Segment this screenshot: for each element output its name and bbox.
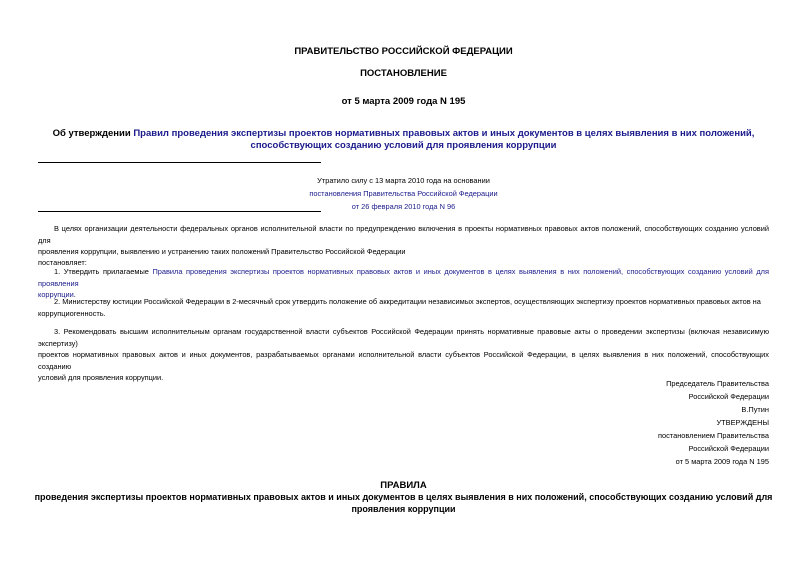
item-3-line: проектов нормативных правовых актов и иных документов, разрабатываемых органами исполнительной власти субъектов Российской Федерации, в целях выявления в них положений, способствующих созданию bbox=[38, 350, 769, 371]
repeal-decree-link[interactable]: постановления Правительства Российской Федерации bbox=[309, 189, 498, 198]
title-prefix: Об утверждении bbox=[52, 128, 134, 139]
rules-subtitle-line: проявления коррупции bbox=[351, 503, 456, 514]
status-note-line: Утратило силу с 13 марта 2010 года на основании bbox=[317, 176, 490, 185]
rules-subtitle-line: проведения экспертизы проектов нормативных правовых актов и иных документов в целях выявления в них положений, способствующих созданию условий для bbox=[34, 492, 773, 502]
approval-date: от 5 марта 2009 года N 195 bbox=[675, 457, 769, 466]
item-2-line: коррупциогенность. bbox=[38, 308, 106, 318]
document-type: ПОСТАНОВЛЕНИЕ bbox=[360, 68, 447, 79]
item-1-suffix: . bbox=[73, 290, 76, 299]
repeal-decree-date-link[interactable]: от 26 февраля 2010 года N 96 bbox=[351, 202, 456, 211]
item-2 bbox=[38, 296, 769, 319]
document-date: от 5 марта 2009 года N 195 bbox=[341, 96, 466, 107]
decree-word: постановляет: bbox=[38, 258, 87, 267]
signature-block bbox=[469, 377, 769, 416]
rules-subtitle bbox=[20, 492, 787, 515]
approval-status: УТВЕРЖДЕНЫ bbox=[716, 418, 769, 427]
government-heading: ПРАВИТЕЛЬСТВО РОССИЙСКОЙ ФЕДЕРАЦИИ bbox=[294, 46, 513, 57]
item-3-line: 3. Рекомендовать высшим исполнительным органам государственной власти субъектов Российской Федерации принять нормативные правовые акты о проведении экспертизы (включая независимую экспертизу) bbox=[38, 327, 769, 348]
signature-name: В.Путин bbox=[741, 405, 769, 414]
signature-country: Российской Федерации bbox=[688, 392, 769, 401]
status-note bbox=[0, 174, 807, 213]
intro-line: В целях организации деятельности федеральных органов исполнительной власти по предупреждению включения в проекты нормативных правовых актов положений, способствующих созданию условий для bbox=[38, 224, 769, 245]
item-1-prefix: 1. Утвердить прилагаемые bbox=[54, 267, 153, 276]
title-rules-link-cont[interactable]: способствующих созданию условий для проявления коррупции bbox=[250, 140, 557, 151]
intro-paragraph bbox=[38, 223, 769, 258]
divider-bottom bbox=[38, 211, 321, 212]
item-3-line: условий для проявления коррупции. bbox=[38, 373, 164, 382]
title-rules-link[interactable]: Правил проведения экспертизы проектов нормативных правовых актов и иных документов в целях выявления в них положений, bbox=[133, 128, 755, 139]
signature-title: Председатель Правительства bbox=[666, 379, 769, 388]
approval-block bbox=[469, 416, 769, 468]
item-2-line: 2. Министерству юстиции Российской Федерации в 2-месячный срок утвердить положение об аккредитации независимых экспертов, осуществляющих экспертизу проектов нормативных правовых актов на bbox=[54, 297, 761, 306]
divider-top bbox=[38, 162, 321, 163]
intro-line: проявления коррупции, выявлению и устранению таких положений Правительство Российской Федерации bbox=[38, 247, 406, 256]
approval-country: Российской Федерации bbox=[688, 444, 769, 453]
item-1-rules-link-cont[interactable]: коррупции bbox=[38, 290, 74, 299]
rules-heading: ПРАВИЛА bbox=[380, 480, 427, 491]
item-3 bbox=[38, 326, 769, 384]
approval-by: постановлением Правительства bbox=[658, 431, 769, 440]
document-title bbox=[38, 128, 769, 152]
item-1-rules-link[interactable]: Правила проведения экспертизы проектов нормативных правовых актов и иных документов в целях выявления в них положений, способствующих созданию условий для проявления bbox=[38, 267, 770, 288]
